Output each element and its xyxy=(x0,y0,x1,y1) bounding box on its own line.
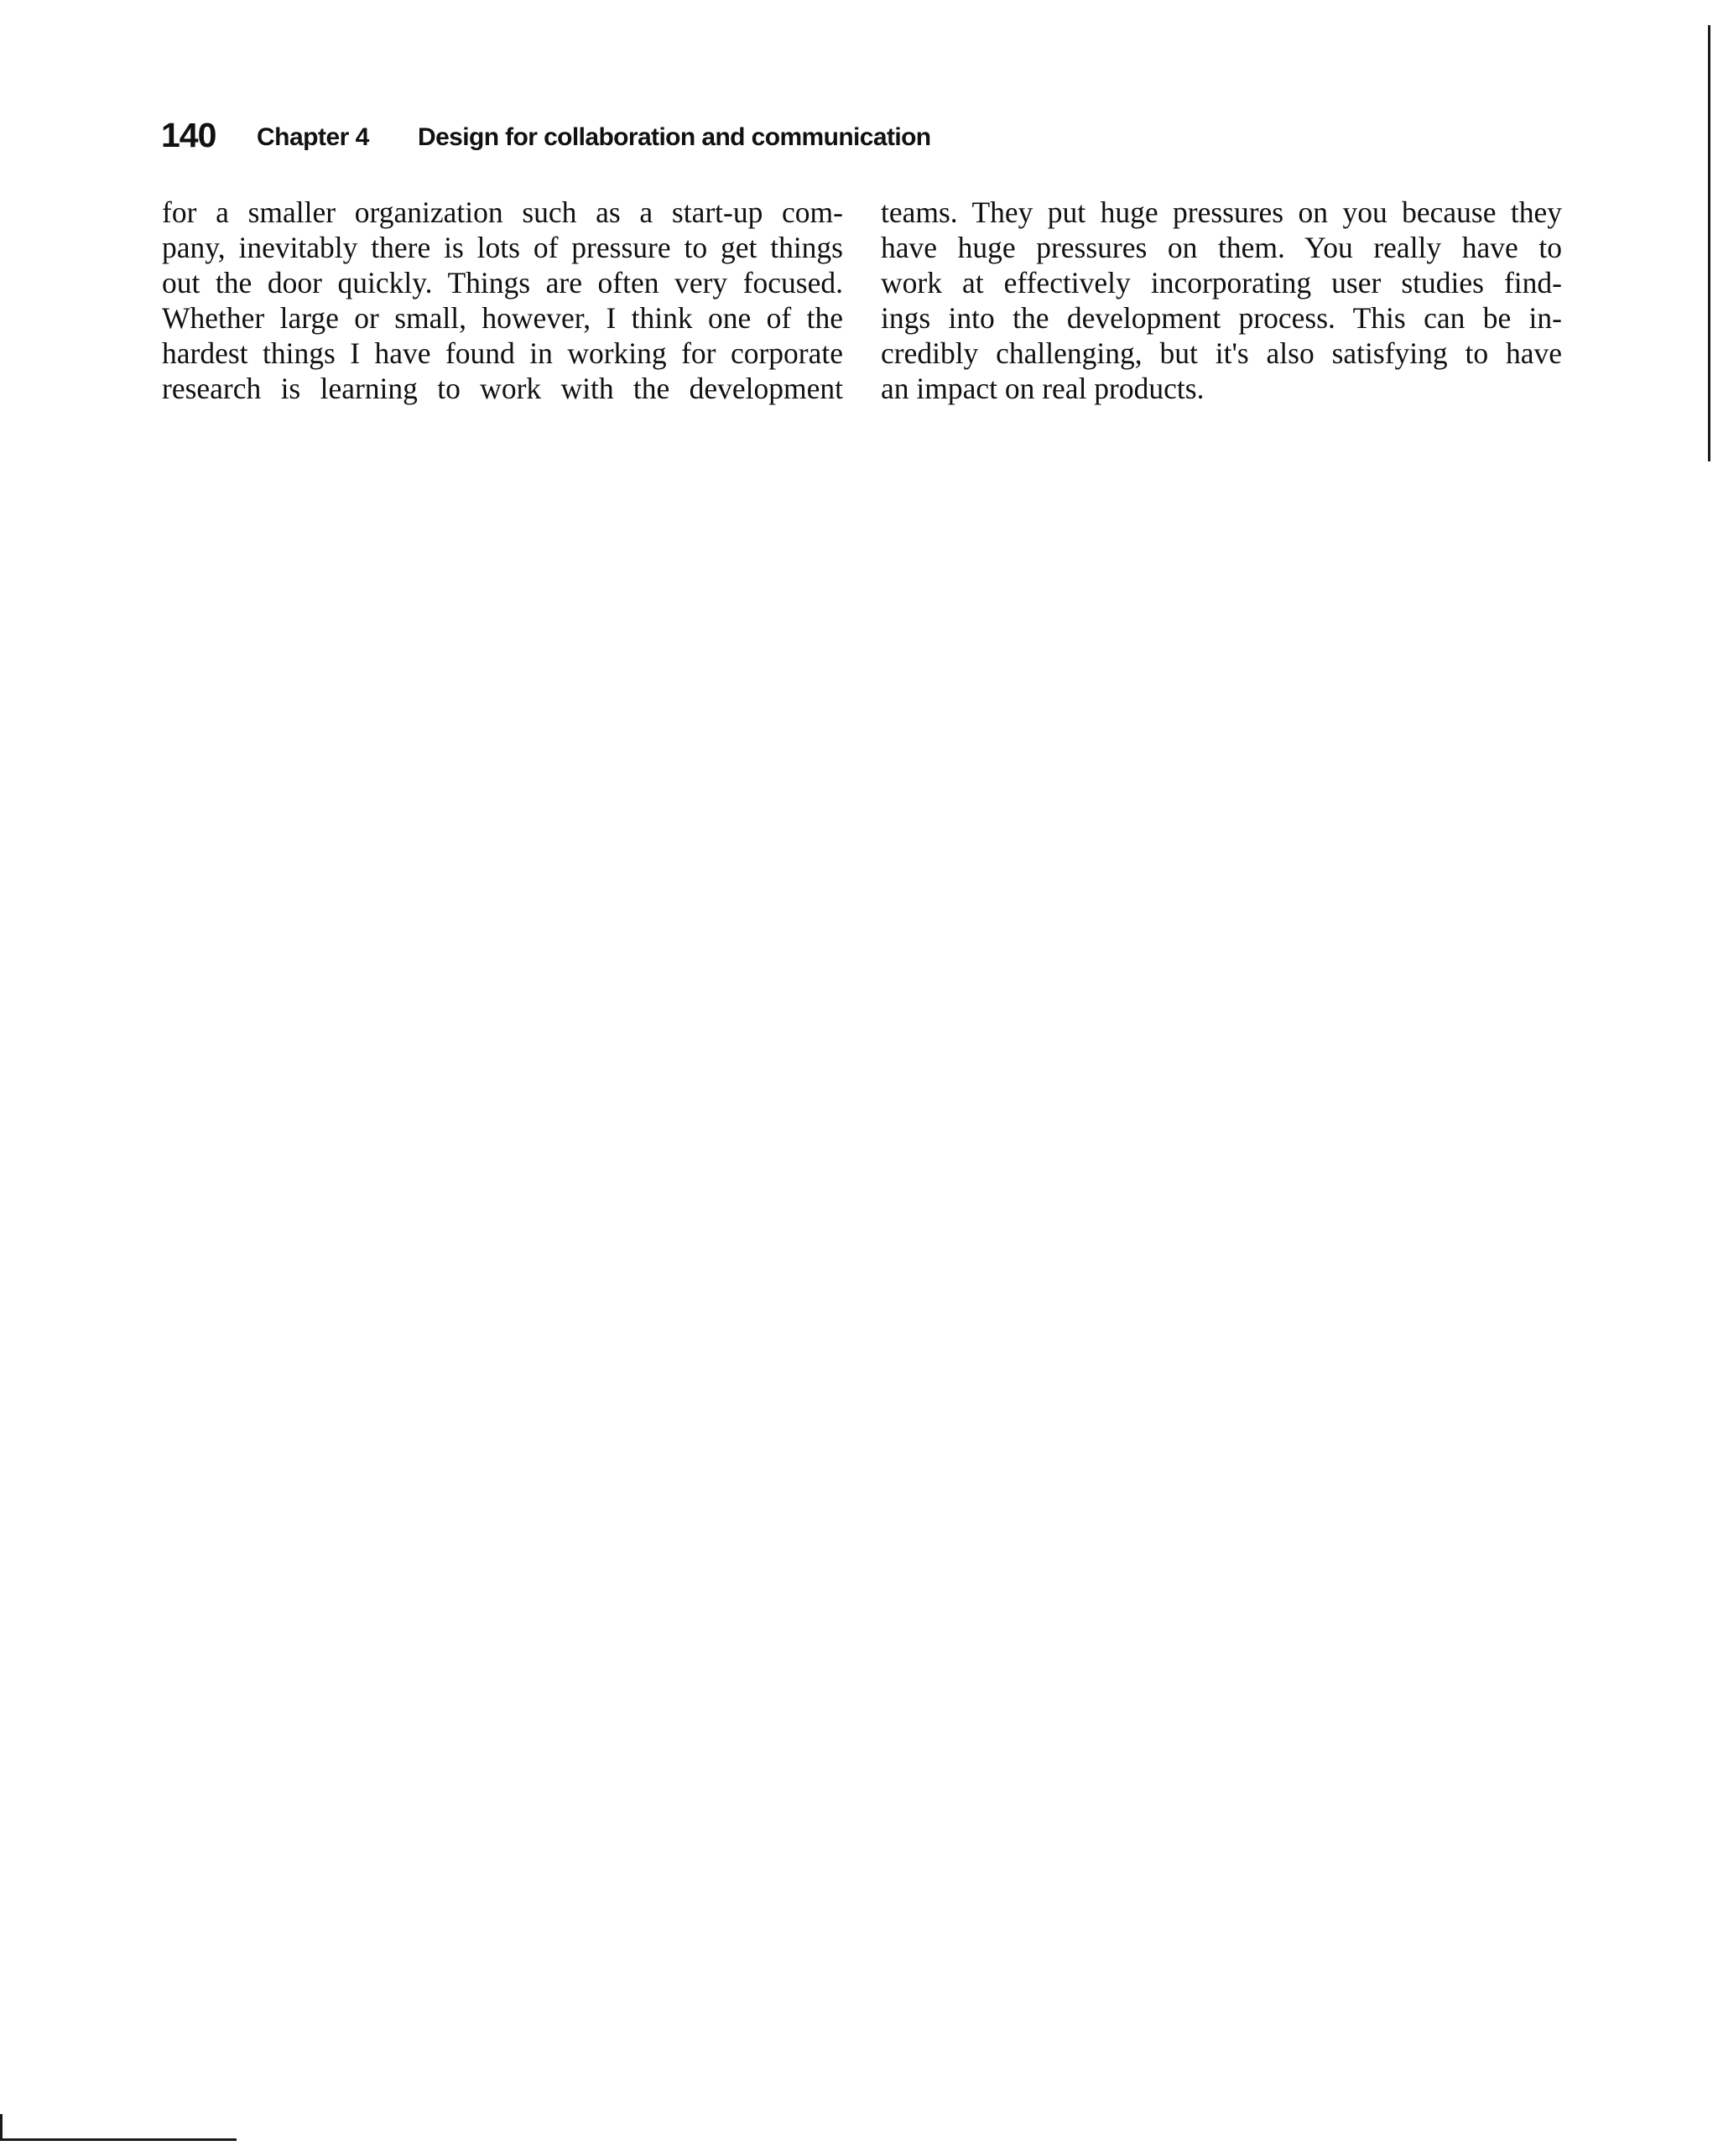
text-line: out the door quickly. Things are often very focused. xyxy=(162,266,843,299)
text-line: an impact on real products. xyxy=(881,372,1205,405)
text-line: work at effectively incorporating user studies find- xyxy=(881,266,1562,299)
text-line: teams. They put huge pressures on you because they xyxy=(881,195,1562,229)
chapter-label: Chapter 4 xyxy=(257,123,369,151)
text-line: for a smaller organization such as a start-up com- xyxy=(162,195,843,229)
scan-edge-rule xyxy=(1708,25,1710,461)
text-line: research is learning to work with the development xyxy=(162,372,843,405)
text-column-right xyxy=(881,195,1562,406)
text-line: have huge pressures on them. You really have to xyxy=(881,231,1562,264)
page-number: 140 xyxy=(161,116,216,154)
text-column-left xyxy=(162,195,843,406)
text-line: credibly challenging, but it's also satisfying to have xyxy=(881,336,1562,370)
text-line: Whether large or small, however, I think one of the xyxy=(162,301,843,335)
crop-mark-vertical xyxy=(0,2114,3,2141)
crop-mark-horizontal xyxy=(0,2138,237,2141)
text-line: hardest things I have found in working for corporate xyxy=(162,336,843,370)
text-line: pany, inevitably there is lots of pressure to get things xyxy=(162,231,843,264)
chapter-title: Design for collaboration and communication xyxy=(418,123,931,151)
text-line: ings into the development process. This can be in- xyxy=(881,301,1562,335)
